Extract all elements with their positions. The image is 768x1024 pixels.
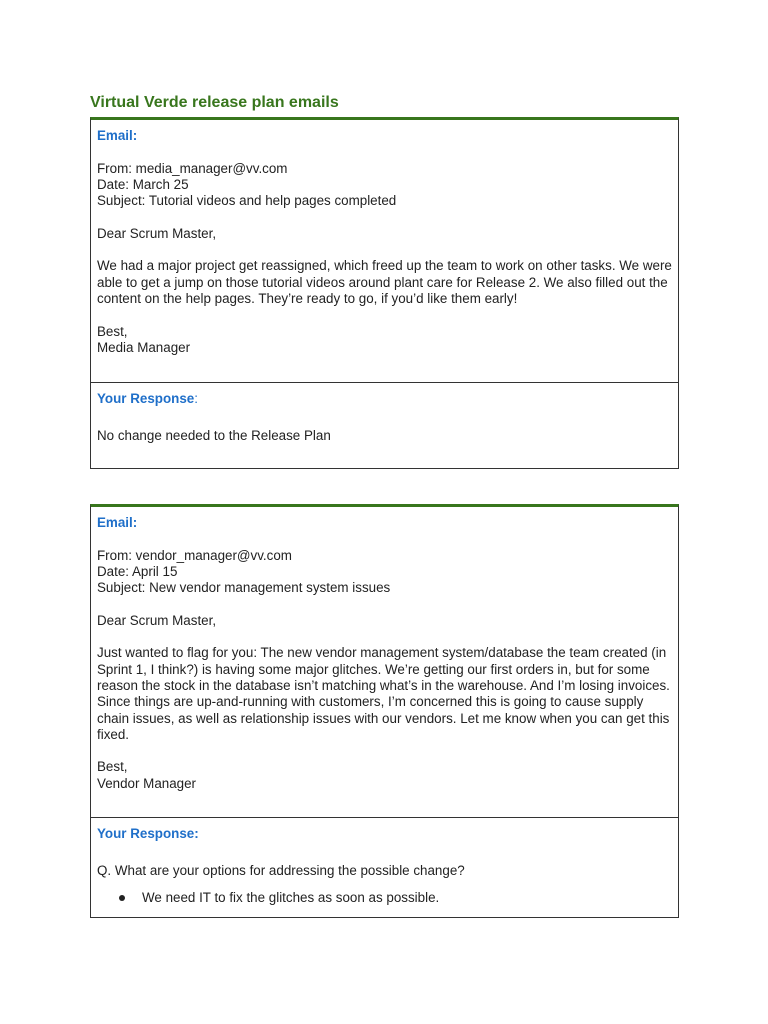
bullet-dot-icon — [119, 895, 125, 901]
email-from: From: media_manager@vv.com — [97, 160, 288, 176]
email-cell — [91, 507, 678, 818]
email-label: Email: — [97, 128, 138, 143]
response-bullet-list — [97, 890, 672, 906]
email-table-media-manager — [90, 117, 679, 469]
email-subject: Subject: Tutorial videos and help pages completed — [97, 193, 397, 209]
email-date: Date: March 25 — [97, 176, 189, 192]
response-cell — [91, 383, 678, 468]
email-signature: Vendor Manager — [97, 775, 197, 791]
response-label-colon: : — [194, 391, 198, 406]
email-signoff: Best, — [97, 323, 128, 339]
response-label: Your Response: — [97, 826, 199, 841]
response-label: Your Response — [97, 391, 195, 406]
response-cell — [91, 818, 678, 917]
page-title: Virtual Verde release plan emails — [90, 94, 339, 111]
list-item — [97, 890, 672, 906]
email-signature: Media Manager — [97, 339, 191, 355]
email-date: Date: April 15 — [97, 563, 178, 579]
email-body: We had a major project get reassigned, which freed up the team to work on other tasks. We were able to get a jump on those tutorial videos around plant care for Release 2. We also filled out the content on the help pages. They’re ready to go, if you’d like them early! — [97, 258, 672, 306]
email-body: Just wanted to flag for you: The new vendor management system/database the team created (in Sprint 1, I think?) is having some major glitches. We’re getting our first orders in, but for some reason the stock in the database isn’t matching what’s in the warehouse. And I’m losing invoices. Since things are up-and-running with customers, I’m concerned this is going to cause supply chain issues, as well as relationship issues with our vendors. Let me know when you can get this fixed. — [97, 645, 670, 742]
email-greeting: Dear Scrum Master, — [97, 612, 217, 628]
response-question: Q. What are your options for addressing the possible change? — [97, 863, 465, 879]
bullet-text: We need IT to fix the glitches as soon as possible. — [142, 889, 440, 905]
email-signoff: Best, — [97, 759, 128, 775]
email-cell — [91, 120, 678, 383]
email-label: Email: — [97, 515, 138, 530]
response-text: No change needed to the Release Plan — [97, 428, 331, 444]
email-subject: Subject: New vendor management system issues — [97, 580, 391, 596]
email-from: From: vendor_manager@vv.com — [97, 547, 292, 563]
email-table-vendor-manager — [90, 504, 679, 918]
response-label-row — [97, 391, 672, 407]
email-greeting: Dear Scrum Master, — [97, 225, 217, 241]
